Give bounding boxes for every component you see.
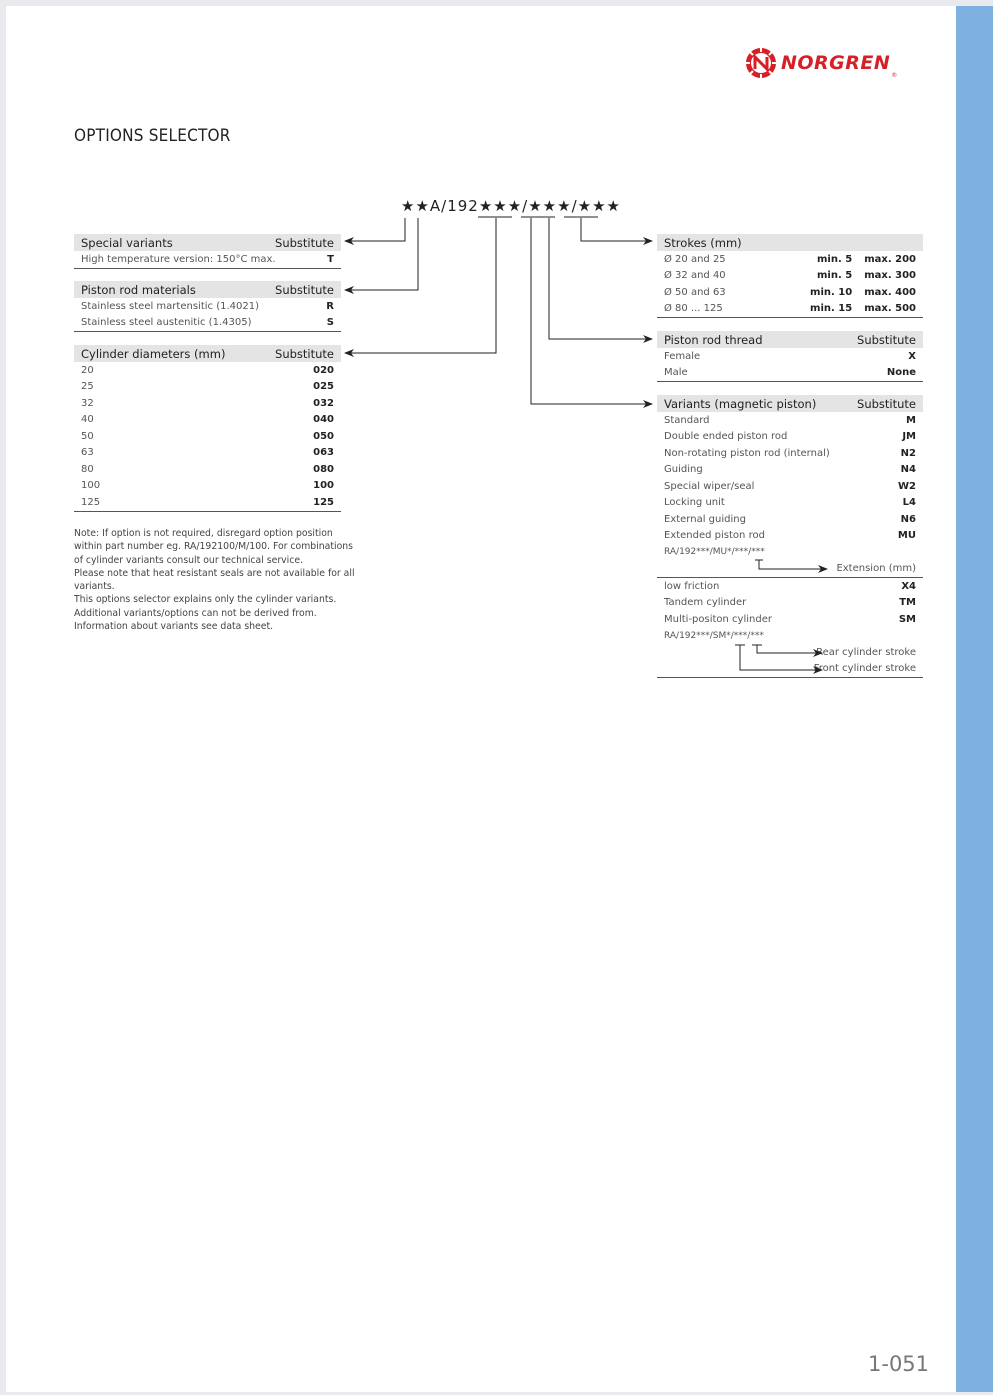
connector-rear-stroke: [752, 645, 822, 653]
row-label: 80: [81, 463, 94, 475]
row-value: 125: [313, 496, 334, 508]
row-label: Locking unit: [664, 497, 725, 509]
row-max: max. 300: [864, 270, 916, 282]
row-label: High temperature version: 150°C max.: [81, 253, 276, 265]
row-value: S: [326, 317, 334, 329]
row-value: 050: [313, 430, 334, 442]
rear-stroke-label: Rear cylinder stroke: [816, 646, 916, 658]
row-min: min. 10: [810, 286, 853, 298]
ext-code: RA/192***/MU*/***/***: [664, 547, 765, 558]
substitute-label: Substitute: [275, 346, 334, 361]
part-number-code: ★★A/192★★★/★★★/★★★: [401, 197, 621, 215]
row-value: 080: [313, 463, 334, 475]
row-value: MU: [897, 530, 916, 542]
note-line: within part number eg. RA/192100/M/100. For combinations: [74, 541, 354, 553]
connector-piston-rod-materials: [345, 218, 418, 290]
row-value: 100: [313, 480, 334, 492]
connector-special-variants: [345, 218, 405, 241]
connector-front-stroke: [735, 645, 822, 670]
brand-registered-mark: ®: [891, 72, 898, 79]
row-label: 63: [81, 447, 94, 459]
row-value: T: [327, 253, 334, 265]
row-value: 020: [313, 364, 334, 376]
connector-strokes: [581, 218, 652, 241]
row-label: 50: [81, 430, 94, 442]
note-line: Additional variants/options can not be derived from.: [74, 607, 317, 619]
front-stroke-label: Front cylinder stroke: [813, 663, 916, 675]
row-value: N2: [900, 447, 916, 459]
row-value: 032: [313, 397, 334, 409]
row-label: Multi-positon cylinder: [664, 613, 772, 625]
note-line: This options selector explains only the cylinder variants.: [74, 594, 337, 606]
row-label: low friction: [664, 580, 720, 592]
row-min: min. 5: [817, 270, 853, 282]
connector-piston-rod-thread: [549, 218, 652, 339]
connector-cylinder-diameters: [345, 218, 496, 353]
row-value: SM: [898, 613, 916, 625]
row-value: JM: [902, 431, 916, 443]
page-title: OPTIONS SELECTOR: [74, 126, 231, 146]
row-label: Tandem cylinder: [664, 597, 747, 609]
note-line: Note: If option is not required, disregard option position: [74, 528, 333, 539]
substitute-label: Substitute: [857, 396, 916, 411]
row-label: Guiding: [664, 464, 703, 476]
row-label: 25: [81, 381, 94, 393]
row-value: W2: [898, 480, 916, 492]
row-value: N4: [900, 464, 916, 476]
row-value: 063: [313, 447, 334, 459]
row-label: 32: [81, 397, 94, 409]
row-min: min. 15: [810, 303, 853, 315]
header-label: Variants (magnetic piston): [664, 396, 817, 411]
header-label: Special variants: [81, 235, 173, 250]
row-max: max. 400: [864, 286, 916, 298]
extension-label: Extension (mm): [836, 563, 916, 575]
row-label: Extended piston rod: [664, 530, 765, 542]
row-max: max. 200: [864, 253, 916, 265]
row-value: L4: [902, 497, 916, 509]
row-label: Stainless steel austenitic (1.4305): [81, 317, 252, 329]
row-max: max. 500: [864, 303, 916, 315]
connector-extension: [755, 560, 827, 569]
note-line: Information about variants see data sheet.: [74, 621, 274, 633]
row-label: 20: [81, 364, 94, 376]
substitute-label: Substitute: [857, 332, 916, 347]
header-label: Piston rod thread: [664, 332, 763, 347]
row-label: 40: [81, 414, 94, 426]
row-value: R: [326, 300, 334, 312]
row-value: N6: [900, 513, 916, 525]
substitute-label: Substitute: [275, 235, 334, 250]
row-label: Ø 20 and 25: [664, 253, 726, 265]
row-label: Ø 80 ... 125: [664, 303, 723, 315]
header-label: Piston rod materials: [81, 282, 196, 297]
row-value: X: [908, 350, 916, 362]
row-label: Standard: [664, 414, 710, 426]
row-value: 040: [313, 414, 334, 426]
row-min: min. 5: [817, 253, 853, 265]
row-label: Female: [664, 350, 701, 362]
row-label: Ø 32 and 40: [664, 270, 726, 282]
row-label: Special wiper/seal: [664, 480, 755, 492]
brand-name: NORGREN: [781, 52, 891, 74]
header-label: Cylinder diameters (mm): [81, 346, 226, 361]
row-label: Stainless steel martensitic (1.4021): [81, 300, 259, 312]
row-label: 125: [81, 496, 101, 508]
row-label: 100: [81, 480, 101, 492]
row-label: Non-rotating piston rod (internal): [664, 447, 830, 459]
substitute-label: Substitute: [275, 282, 334, 297]
note-line: of cylinder variants consult our technical service.: [74, 554, 304, 566]
sm-code: RA/192***/SM*/***/***: [664, 630, 764, 641]
note-line: Please note that heat resistant seals are not available for all: [74, 567, 355, 579]
row-label: Male: [664, 367, 688, 379]
note-line: variants.: [74, 581, 115, 593]
row-label: Double ended piston rod: [664, 431, 788, 443]
row-value: M: [906, 414, 916, 426]
row-value: None: [886, 367, 916, 379]
row-value: 025: [313, 381, 334, 393]
page-number: 1-051: [868, 1352, 930, 1376]
row-label: Ø 50 and 63: [664, 286, 726, 298]
header-label: Strokes (mm): [664, 235, 742, 250]
row-label: External guiding: [664, 513, 746, 525]
row-value: X4: [901, 580, 916, 592]
row-value: TM: [899, 597, 916, 609]
